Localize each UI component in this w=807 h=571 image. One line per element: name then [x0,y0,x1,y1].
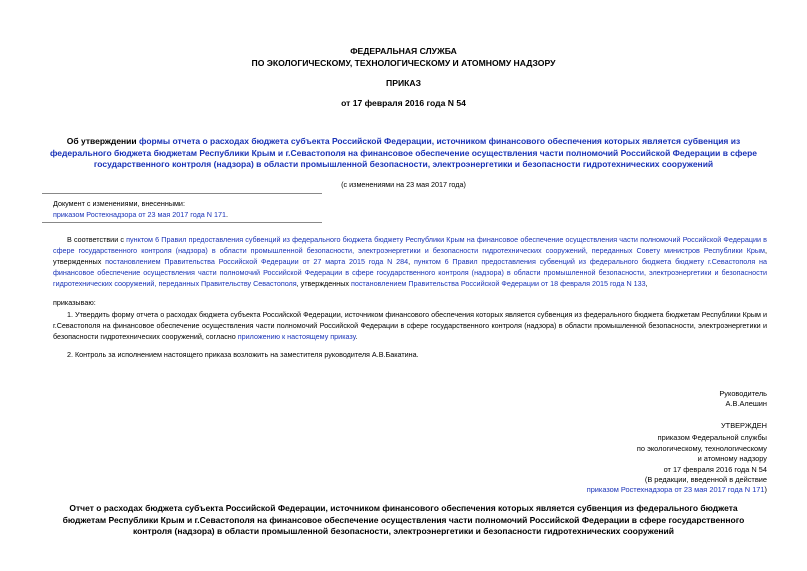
changes-box [53,198,228,220]
report-title: Отчет о расходах бюджета субъекта Российской Федерации, источником финансового обеспечения которых является субвенция из федерального бюджета бюджетам Республики Крым и г.Севастополя на финансовое обеспечение осуществления части полномочий Российской Федерации в сфере государственного контроля (надзора) в области промышленной безопасности, электроэнергетики и безопасности гидротехнических сооружений [62,503,745,536]
signature-name: А.В.Алешин [725,399,767,409]
approval-line-4: и атомному надзору [697,454,767,464]
changes-box-label: Документ с изменениями, внесенными: [53,199,185,208]
amendment-note: (с изменениями на 23 мая 2017 года) [341,180,466,189]
title-prefix: Об утверждении [66,136,139,146]
changes-link[interactable]: приказом Ростехнадзора от 23 мая 2017 года N 171 [53,210,226,219]
approval-line-2: приказом Федеральной службы [657,433,767,443]
document-title [48,136,759,171]
changes-box-bottom-rule [42,222,322,223]
signature-role: Руководитель [719,389,767,398]
agency-line-2: ПО ЭКОЛОГИЧЕСКОМУ, ТЕХНОЛОГИЧЕСКОМУ И АТОМНОМУ НАДЗОРУ [251,58,556,68]
rules-sevastopol-link[interactable]: пунктом 6 Правил предоставления субвенций из федерального бюджета бюджету г.Севастополя на финансовое обеспечение осуществления части полномочий Российской Федерации в сфере государственного контроля (надзора) в области промышленной безопасности, электроэнергетики и безопасности гидротехнических сооружений, переданных Правительству Севастополя [53,257,768,288]
order-item-1: 1. Утвердить форму отчета о расходах бюджета субъекта Российской Федерации, источником финансового обеспечения которых является субвенция из федерального бюджета бюджетам Республики Крым и г.Севастополя на финансовое обеспечение осуществления части полномочий Российской Федерации в сфере государственного контроля (надзора) в области промышленной безопасности, электроэнергетики и безопасности гидротехнических сооружений, согласно приложению к настоящему приказу. [53,310,767,341]
preamble-paragraph: В соответствии с пунктом 6 Правил предоставления субвенций из федерального бюджета бюджету Республики Крым на финансовое обеспечение осуществления части полномочий Российской Федерации в сфере государственного контроля (надзора) в области промышленной безопасности, электроэнергетики и безопасности гидротехнических сооружений, переданных Совету министров Республики Крым, утвержденных постановлением Правительства Российской Федерации от 27 марта 2015 года N 284, пунктом 6 Правил предоставления субвенций из федерального бюджета бюджету г.Севастополя на финансовое обеспечение осуществления части полномочий Российской Федерации в сфере государственного контроля (надзора) в области промышленной безопасности, электроэнергетики и безопасности гидротехнических сооружений, переданных Правительству Севастополя, утвержденных постановлением Правительства Российской Федерации от 18 февраля 2015 года N 133, [53,235,768,288]
changes-box-entry: приказом Ростехнадзора от 23 мая 2017 года N 171. [53,210,228,219]
doc-type: ПРИКАЗ [386,78,421,88]
signature-block [719,389,767,410]
appendix-link[interactable]: приложению к настоящему приказу [237,332,356,341]
rules-crimea-link[interactable]: пунктом 6 Правил предоставления субвенций из федерального бюджета бюджету Республики Крым на финансовое обеспечение осуществления части полномочий Российской Федерации в сфере государственного контроля (надзора) в области промышленной безопасности, электроэнергетики и безопасности гидротехнических сооружений, переданных Совету министров Республики Крым [53,235,768,255]
order-word: приказываю: [53,298,96,307]
preamble [53,234,767,289]
approval-line-7: приказом Ростехнадзора от 23 мая 2017 года N 171) [586,485,767,495]
approval-line-1: УТВЕРЖДЕН [720,421,767,430]
agency-header [0,45,807,69]
title-form-link[interactable]: формы отчета о расходах бюджета субъекта Российской Федерации, источником финансового обеспечения которых является субвенция из федерального бюджета бюджетам Республики Крым и г.Севастополя на финансовое обеспечение осуществления части полномочий Российской Федерации в сфере государственного контроля (надзора) в области промышленной безопасности, электроэнергетики и безопасности гидротехнических сооружений [49,136,758,169]
agency-line-1: ФЕДЕРАЛЬНАЯ СЛУЖБА [350,46,457,56]
resolution-284-link[interactable]: постановлением Правительства Российской Федерации от 27 марта 2015 года N 284 [105,257,409,266]
approval-amendment-link[interactable]: приказом Ростехнадзора от 23 мая 2017 года N 171 [586,485,765,495]
approval-line-5: от 17 февраля 2016 года N 54 [663,464,767,474]
approval-line-3: по экологическому, технологическому [636,443,767,453]
resolution-133-link[interactable]: постановлением Правительства Российской Федерации от 18 февраля 2015 года N 133 [350,279,646,288]
approval-line-6: (В редакции, введенной в действие [644,475,767,485]
changes-box-top-rule [42,193,322,194]
order-item-2: 2. Контроль за исполнением настоящего приказа возложить на заместителя руководителя А.В.Бакатина. [67,350,419,359]
approval-block [587,421,767,496]
doc-date: от 17 февраля 2016 года N 54 [341,98,466,108]
